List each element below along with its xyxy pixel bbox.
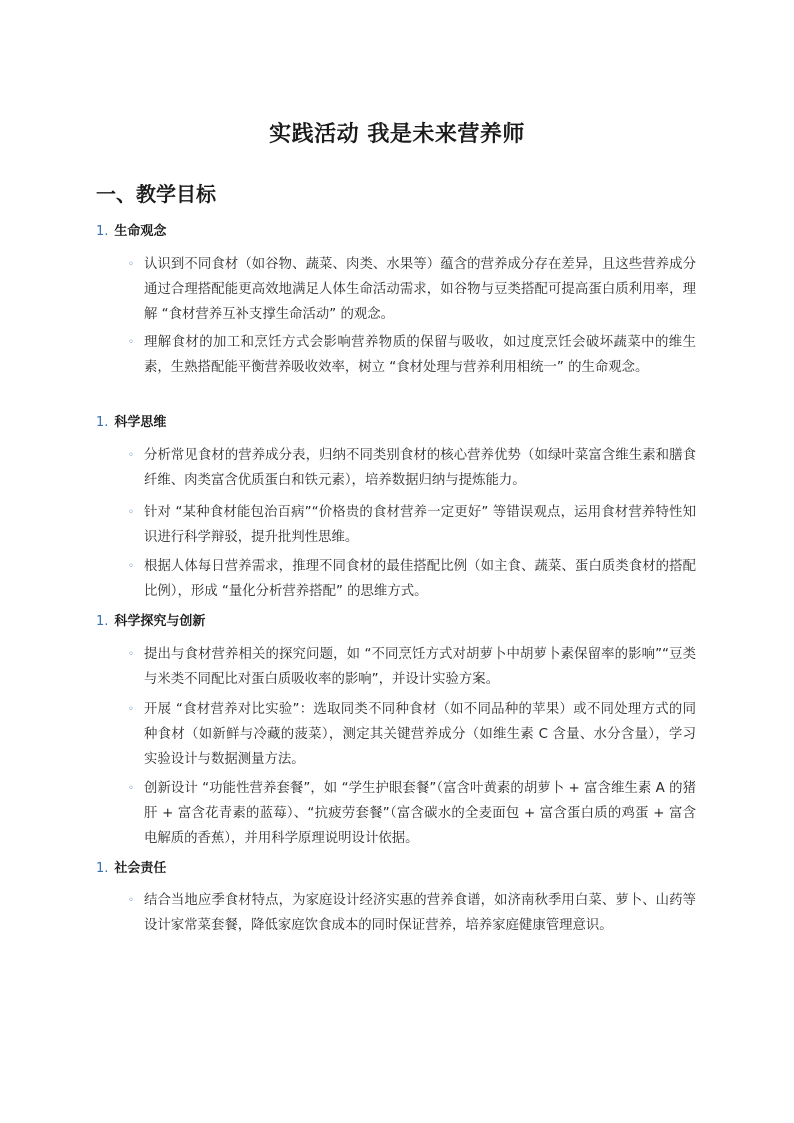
bullet-icon: ◦ (128, 895, 134, 906)
group-title-life-concept (96, 222, 166, 242)
group-title-text: 社会责任 (114, 861, 167, 876)
list-item: 认识到不同食材（如谷物、蔬菜、肉类、水果等）蕴含的营养成分存在差异，且这些营养成分通过合理搭配能更高效地满足人体生命活动需求，如谷物与豆类搭配可提高蛋白质利用率，理解 “食材营养互补支撑生命活动” 的观念。 (144, 257, 696, 322)
list-item: 结合当地应季食材特点，为家庭设计经济实惠的营养食谱，如济南秋季用白菜、萝卜、山药等设计家常菜套餐，降低家庭饮食成本的同时保证营养，培养家庭健康管理意识。 (144, 893, 696, 933)
document-title: 实践活动 我是未来营养师 (269, 122, 525, 147)
bullet-icon: ◦ (128, 450, 134, 461)
bullet-icon: ◦ (128, 259, 134, 270)
bullet-icon: ◦ (128, 561, 134, 572)
group-title-text: 科学思维 (114, 415, 167, 430)
list-item: 根据人体每日营养需求，推理不同食材的最佳搭配比例（如主食、蔬菜、蛋白质类食材的搭配比例），形成 “量化分析营养搭配” 的思维方式。 (144, 559, 696, 599)
list-item: 提出与食材营养相关的探究问题，如 “不同烹饪方式对胡萝卜中胡萝卜素保留率的影响”“豆类与米类不同配比对蛋白质吸收率的影响”，并设计实验方案。 (144, 647, 696, 687)
bullet-icon: ◦ (128, 337, 134, 348)
group-title-text: 科学探究与创新 (114, 614, 206, 629)
list-number: 1. (96, 224, 109, 239)
bullet-icon: ◦ (128, 704, 134, 715)
list-item: 分析常见食材的营养成分表，归纳不同类别食材的核心营养优势（如绿叶菜富含维生素和膳食纤维、肉类富含优质蛋白和铁元素），培养数据归纳与提炼能力。 (144, 448, 696, 488)
list-item: 开展 “食材营养对比实验”：选取同类不同种食材（如不同品种的苹果）或不同处理方式的同种食材（如新鲜与冷藏的菠菜），测定其关键营养成分（如维生素 C 含量、水分含量），学习实验设计与数据测量方法。 (144, 702, 696, 767)
group-title-scientific-thinking (96, 413, 166, 433)
list-number: 1. (96, 614, 109, 629)
group-title-inquiry-innovation (96, 612, 205, 632)
list-item: 创新设计 “功能性营养套餐”，如 “学生护眼套餐”（富含叶黄素的胡萝卜 + 富含维生素 A 的猪肝 + 富含花青素的蓝莓）、“抗疲劳套餐”（富含碳水的全麦面包 + 富含蛋白质的鸡蛋 + 富含电解质的香蕉），并用科学原理说明设计依据。 (144, 781, 696, 846)
bullet-icon: ◦ (128, 507, 134, 518)
section-heading-teaching-goals: 一、教学目标 (96, 182, 216, 206)
list-number: 1. (96, 415, 109, 430)
list-number: 1. (96, 861, 109, 876)
list-item: 理解食材的加工和烹饪方式会影响营养物质的保留与吸收，如过度烹饪会破坏蔬菜中的维生素，生熟搭配能平衡营养吸收效率，树立 “食材处理与营养利用相统一” 的生命观念。 (144, 335, 696, 375)
group-title-text: 生命观念 (114, 224, 167, 239)
list-item: 针对 “某种食材能包治百病”“价格贵的食材营养一定更好” 等错误观点，运用食材营养特性知识进行科学辩驳，提升批判性思维。 (144, 505, 696, 545)
bullet-icon: ◦ (128, 783, 134, 794)
group-title-social-responsibility (96, 859, 166, 879)
bullet-icon: ◦ (128, 649, 134, 660)
